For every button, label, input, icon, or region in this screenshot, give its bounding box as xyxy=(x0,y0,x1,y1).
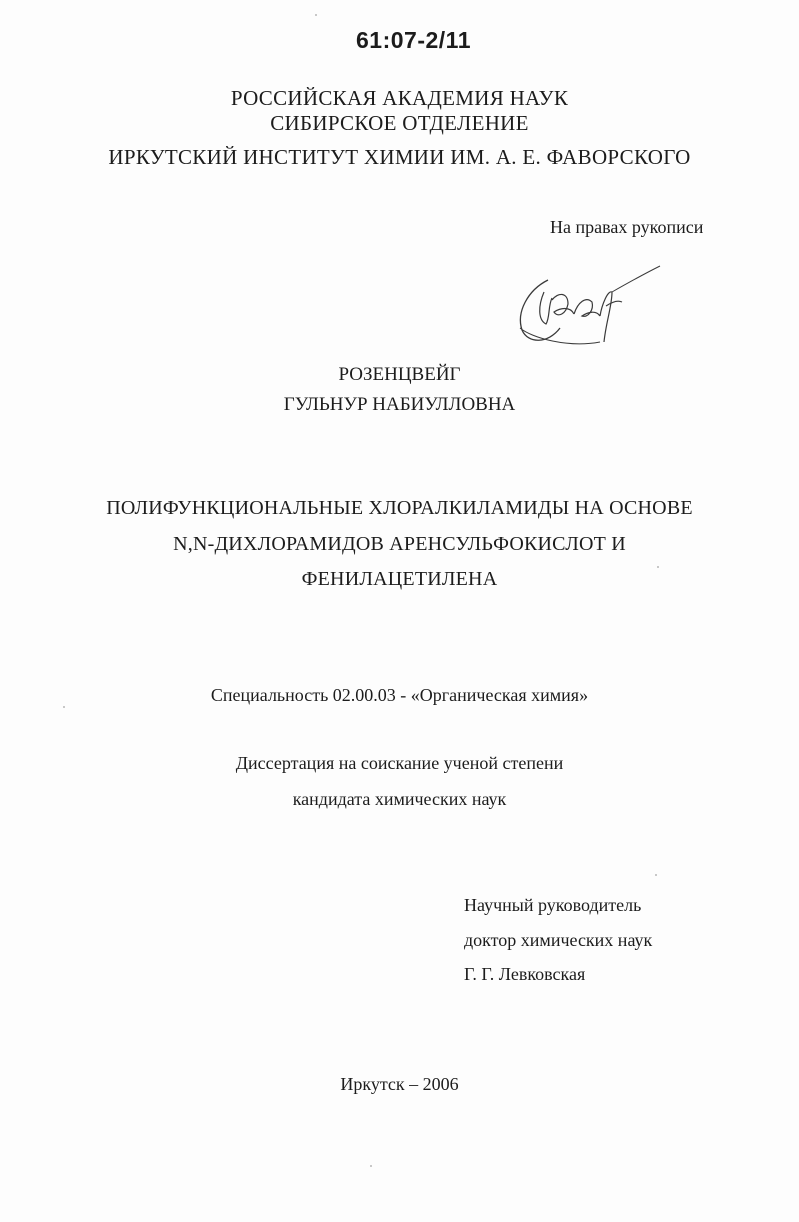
catalog-code: 61:07-2/11 xyxy=(356,27,471,53)
branch-name: СИБИРСКОЕ ОТДЕЛЕНИЕ xyxy=(270,111,529,135)
institute-name: ИРКУТСКИЙ ИНСТИТУТ ХИМИИ ИМ. А. Е. ФАВОРСКОГО xyxy=(108,145,691,169)
supervisor-degree: доктор химических наук xyxy=(464,930,653,950)
dissertation-line-2: кандидата химических наук xyxy=(292,789,507,809)
title-line-1: ПОЛИФУНКЦИОНАЛЬНЫЕ ХЛОРАЛКИЛАМИДЫ НА ОСНОВЕ xyxy=(106,497,693,519)
place-and-year: Иркутск – 2006 xyxy=(340,1074,459,1094)
scan-speck xyxy=(655,874,657,876)
scan-speck xyxy=(315,14,317,16)
title-line-3: ФЕНИЛАЦЕТИЛЕНА xyxy=(301,568,498,590)
scan-speck xyxy=(63,706,65,708)
author-surname: РОЗЕНЦВЕЙГ xyxy=(338,364,461,385)
supervisor-name: Г. Г. Левковская xyxy=(464,964,586,984)
manuscript-note: На правах рукописи xyxy=(550,217,704,237)
dissertation-line-1: Диссертация на соискание ученой степени xyxy=(235,753,564,773)
scan-speck xyxy=(657,566,659,568)
academy-name: РОССИЙСКАЯ АКАДЕМИЯ НАУК xyxy=(230,86,569,110)
supervisor-role: Научный руководитель xyxy=(464,895,642,915)
author-given-names: ГУЛЬНУР НАБИУЛЛОВНА xyxy=(283,394,516,415)
signature-image xyxy=(508,262,668,357)
scan-speck xyxy=(370,1165,372,1167)
title-line-2: N,N-ДИХЛОРАМИДОВ АРЕНСУЛЬФОКИСЛОТ И xyxy=(173,533,626,555)
specialty: Специальность 02.00.03 - «Органическая химия» xyxy=(210,685,589,705)
